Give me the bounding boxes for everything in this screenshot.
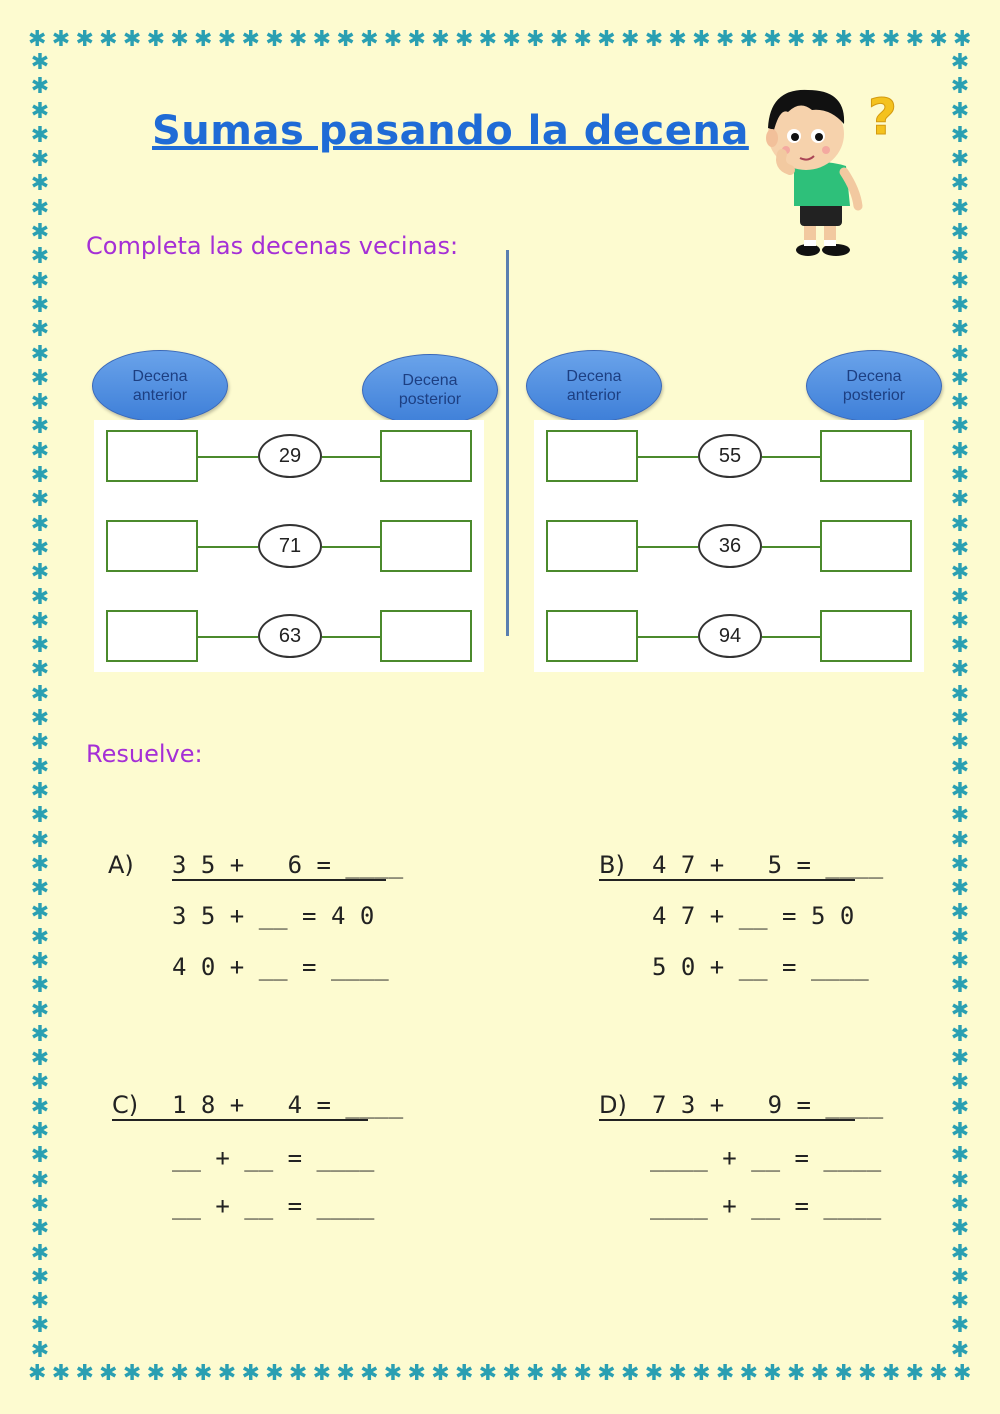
problem-d-line3[interactable]: ____ + __ = ____ (650, 1192, 882, 1220)
oval-label: Decena (132, 368, 188, 385)
border-flower-icon: ✱ (950, 511, 970, 537)
connector-line (198, 546, 258, 548)
border-flower-icon: ✱ (950, 608, 970, 634)
border-flower-icon: ✱ (763, 1361, 782, 1386)
border-flower-icon: ✱ (950, 147, 970, 173)
border-flower-icon: ✱ (30, 1021, 50, 1047)
border-flower-icon: ✱ (715, 1361, 735, 1386)
border-flower-icon: ✱ (950, 1070, 970, 1096)
border-flower-icon: ✱ (122, 1361, 142, 1386)
number-circle: 36 (698, 524, 762, 568)
oval-decena-anterior-left (92, 350, 228, 422)
problem-a-letter: A) (108, 851, 134, 879)
border-flower-icon: ✱ (950, 681, 970, 707)
border-flower-icon: ✱ (30, 50, 50, 75)
border-flower-icon: ✱ (573, 1361, 592, 1386)
border-flower-icon: ✱ (75, 27, 94, 52)
border-flower-icon: ✱ (950, 1167, 970, 1193)
border-flower-icon: ✱ (644, 1361, 664, 1386)
border-flower-icon: ✱ (950, 98, 970, 124)
border-flower-icon: ✱ (950, 803, 970, 829)
border-flower-icon: ✱ (30, 633, 50, 659)
border-flower-icon: ✱ (950, 414, 970, 440)
border-flower-icon: ✱ (30, 171, 50, 197)
border-flower-icon: ✱ (312, 27, 332, 52)
border-flower-icon: ✱ (620, 1361, 640, 1386)
border-flower-icon: ✱ (30, 778, 50, 804)
problem-a-line2[interactable]: 3 5 + __ = 4 0 (172, 902, 375, 930)
border-flower-icon: ✱ (834, 1361, 853, 1386)
border-bottom (28, 1362, 972, 1386)
neighbor-tens-panel-right (534, 420, 924, 672)
border-flower-icon: ✱ (905, 1361, 925, 1386)
border-flower-icon: ✱ (30, 317, 50, 343)
border-flower-icon: ✱ (99, 27, 118, 52)
border-flower-icon: ✱ (30, 973, 50, 999)
border-flower-icon: ✱ (715, 27, 735, 52)
problem-d-line2[interactable]: ____ + __ = ____ (650, 1144, 882, 1172)
border-flower-icon: ✱ (950, 924, 970, 950)
problem-b-line1: 4 7 + 5 = ____ (652, 851, 884, 879)
border-flower-icon: ✱ (573, 27, 592, 52)
border-flower-icon: ✱ (858, 27, 877, 52)
border-flower-icon: ✱ (30, 535, 50, 561)
answer-box-after[interactable] (380, 610, 472, 662)
border-flower-icon: ✱ (30, 1070, 50, 1096)
border-flower-icon: ✱ (30, 292, 50, 318)
problem-b-line3[interactable]: 5 0 + __ = ____ (652, 953, 869, 981)
border-flower-icon: ✱ (99, 1361, 118, 1386)
problem-a-line3[interactable]: 4 0 + __ = ____ (172, 953, 389, 981)
border-flower-icon: ✱ (170, 1361, 189, 1386)
border-flower-icon: ✱ (929, 1361, 948, 1386)
answer-box-after[interactable] (380, 430, 472, 482)
problem-b-line2[interactable]: 4 7 + __ = 5 0 (652, 902, 855, 930)
border-flower-icon: ✱ (194, 1361, 213, 1386)
border-flower-icon: ✱ (950, 122, 970, 148)
border-flower-icon: ✱ (692, 27, 711, 52)
border-flower-icon: ✱ (950, 50, 970, 75)
border-flower-icon: ✱ (30, 706, 50, 732)
border-flower-icon: ✱ (30, 1289, 50, 1315)
border-flower-icon: ✱ (950, 341, 970, 367)
border-flower-icon: ✱ (30, 1240, 50, 1266)
vertical-divider (506, 250, 509, 636)
border-flower-icon: ✱ (950, 1021, 970, 1047)
connector-line (322, 636, 380, 638)
border-flower-icon: ✱ (549, 27, 569, 52)
oval-label: anterior (566, 387, 622, 404)
border-flower-icon: ✱ (30, 244, 50, 270)
answer-box-before[interactable] (546, 610, 638, 662)
border-flower-icon: ✱ (950, 1191, 970, 1217)
border-flower-icon: ✱ (950, 1240, 970, 1266)
answer-box-before[interactable] (546, 520, 638, 572)
border-flower-icon: ✱ (30, 924, 50, 950)
border-flower-icon: ✱ (502, 1361, 521, 1386)
border-flower-icon: ✱ (787, 1361, 806, 1386)
border-flower-icon: ✱ (30, 511, 50, 537)
problem-c-line2[interactable]: __ + __ = ____ (172, 1144, 375, 1172)
border-flower-icon: ✱ (668, 1361, 687, 1386)
border-flower-icon: ✱ (30, 1216, 50, 1242)
oval-decena-anterior-right (526, 350, 662, 422)
border-flower-icon: ✱ (739, 1361, 758, 1386)
border-flower-icon: ✱ (30, 1119, 50, 1145)
border-flower-icon: ✱ (950, 535, 970, 561)
oval-label: anterior (132, 387, 188, 404)
border-flower-icon: ✱ (30, 876, 50, 902)
oval-decena-posterior-right (806, 350, 942, 422)
border-flower-icon: ✱ (30, 438, 50, 464)
border-flower-icon: ✱ (383, 1361, 403, 1386)
border-flower-icon: ✱ (30, 365, 50, 391)
border-flower-icon: ✱ (30, 851, 50, 877)
border-flower-icon: ✱ (30, 827, 50, 853)
border-flower-icon: ✱ (950, 948, 970, 974)
number-circle: 55 (698, 434, 762, 478)
border-flower-icon: ✱ (75, 1361, 94, 1386)
section-label-resuelve: Resuelve: (86, 740, 203, 768)
border-flower-icon: ✱ (30, 195, 50, 221)
border-flower-icon: ✱ (763, 27, 782, 52)
border-flower-icon: ✱ (30, 1143, 50, 1169)
problem-b-letter: B) (599, 851, 625, 879)
border-flower-icon: ✱ (407, 27, 426, 52)
border-flower-icon: ✱ (51, 1361, 71, 1386)
border-flower-icon: ✱ (431, 27, 450, 52)
border-flower-icon: ✱ (950, 463, 970, 489)
border-flower-icon: ✱ (950, 365, 970, 391)
border-flower-icon: ✱ (950, 730, 970, 756)
number-circle: 63 (258, 614, 322, 658)
border-flower-icon: ✱ (950, 487, 970, 513)
border-flower-icon: ✱ (30, 220, 50, 246)
border-flower-icon: ✱ (950, 900, 970, 926)
number-circle: 29 (258, 434, 322, 478)
border-flower-icon: ✱ (950, 244, 970, 270)
problem-d-line1: 7 3 + 9 = ____ (652, 1091, 884, 1119)
border-flower-icon: ✱ (950, 754, 970, 780)
border-flower-icon: ✱ (30, 948, 50, 974)
border-flower-icon: ✱ (950, 292, 970, 318)
border-flower-icon: ✱ (950, 1337, 970, 1363)
border-flower-icon: ✱ (30, 997, 50, 1023)
oval-label: Decena (566, 368, 622, 385)
border-flower-icon: ✱ (241, 1361, 260, 1386)
border-flower-icon: ✱ (597, 1361, 616, 1386)
border-flower-icon: ✱ (950, 1119, 970, 1145)
border-flower-icon: ✱ (30, 1313, 50, 1339)
problem-d-underline (599, 1119, 855, 1121)
border-flower-icon: ✱ (30, 414, 50, 440)
connector-line (638, 456, 698, 458)
border-flower-icon: ✱ (217, 27, 237, 52)
connector-line (762, 546, 820, 548)
connector-line (638, 546, 698, 548)
border-flower-icon: ✱ (597, 27, 616, 52)
answer-box-after[interactable] (820, 610, 912, 662)
border-flower-icon: ✱ (383, 27, 403, 52)
border-flower-icon: ✱ (30, 1094, 50, 1120)
border-flower-icon: ✱ (30, 487, 50, 513)
border-flower-icon: ✱ (265, 1361, 284, 1386)
oval-label: posterior (398, 391, 462, 408)
border-flower-icon: ✱ (644, 27, 664, 52)
border-flower-icon: ✱ (431, 1361, 450, 1386)
connector-line (638, 636, 698, 638)
border-flower-icon: ✱ (950, 1046, 970, 1072)
border-flower-icon: ✱ (950, 1143, 970, 1169)
border-flower-icon: ✱ (950, 633, 970, 659)
border-flower-icon: ✱ (950, 1289, 970, 1315)
oval-label: posterior (842, 387, 906, 404)
border-flower-icon: ✱ (929, 27, 948, 52)
border-flower-icon: ✱ (668, 27, 687, 52)
answer-box-before[interactable] (546, 430, 638, 482)
problem-c-line3[interactable]: __ + __ = ____ (172, 1192, 375, 1220)
border-flower-icon: ✱ (478, 27, 498, 52)
answer-box-before[interactable] (106, 520, 198, 572)
border-flower-icon: ✱ (692, 1361, 711, 1386)
border-flower-icon: ✱ (30, 1191, 50, 1217)
border-flower-icon: ✱ (950, 876, 970, 902)
number-circle: 71 (258, 524, 322, 568)
border-flower-icon: ✱ (950, 1264, 970, 1290)
border-flower-icon: ✱ (526, 1361, 545, 1386)
border-top (28, 28, 972, 52)
border-flower-icon: ✱ (950, 438, 970, 464)
border-flower-icon: ✱ (787, 27, 806, 52)
connector-line (322, 456, 380, 458)
answer-box-before[interactable] (106, 430, 198, 482)
number-circle: 94 (698, 614, 762, 658)
problem-b-underline (599, 879, 855, 881)
border-flower-icon: ✱ (360, 1361, 379, 1386)
border-flower-icon: ✱ (146, 1361, 166, 1386)
answer-box-after[interactable] (820, 430, 912, 482)
border-flower-icon: ✱ (30, 74, 50, 100)
border-flower-icon: ✱ (194, 27, 213, 52)
border-flower-icon: ✱ (810, 27, 830, 52)
border-flower-icon: ✱ (30, 268, 50, 294)
border-flower-icon: ✱ (950, 171, 970, 197)
oval-label: Decena (846, 368, 902, 385)
border-flower-icon: ✱ (950, 220, 970, 246)
border-flower-icon: ✱ (30, 147, 50, 173)
border-flower-icon: ✱ (950, 1216, 970, 1242)
border-flower-icon: ✱ (950, 390, 970, 416)
border-flower-icon: ✱ (858, 1361, 877, 1386)
border-flower-icon: ✱ (953, 27, 972, 52)
border-flower-icon: ✱ (30, 584, 50, 610)
border-flower-icon: ✱ (950, 706, 970, 732)
border-flower-icon: ✱ (312, 1361, 332, 1386)
border-flower-icon: ✱ (950, 657, 970, 683)
connector-line (762, 636, 820, 638)
border-flower-icon: ✱ (30, 390, 50, 416)
problem-d-letter: D) (599, 1091, 627, 1119)
border-flower-icon: ✱ (30, 754, 50, 780)
connector-line (198, 456, 258, 458)
oval-label: Decena (402, 372, 458, 389)
border-flower-icon: ✱ (360, 27, 379, 52)
border-flower-icon: ✱ (30, 1264, 50, 1290)
border-flower-icon: ✱ (28, 1361, 47, 1386)
border-flower-icon: ✱ (407, 1361, 426, 1386)
border-flower-icon: ✱ (336, 1361, 355, 1386)
section-label-decenas: Completa las decenas vecinas: (86, 232, 459, 260)
border-flower-icon: ✱ (217, 1361, 237, 1386)
neighbor-tens-panel-left (94, 420, 484, 672)
border-flower-icon: ✱ (950, 560, 970, 586)
border-flower-icon: ✱ (905, 27, 925, 52)
border-flower-icon: ✱ (454, 27, 474, 52)
answer-box-after[interactable] (820, 520, 912, 572)
border-flower-icon: ✱ (950, 973, 970, 999)
problem-a-underline (172, 879, 386, 881)
border-flower-icon: ✱ (30, 1337, 50, 1363)
page-title: Sumas pasando la decena (152, 108, 749, 154)
border-flower-icon: ✱ (241, 27, 260, 52)
border-flower-icon: ✱ (834, 27, 853, 52)
border-flower-icon: ✱ (288, 27, 308, 52)
border-flower-icon: ✱ (810, 1361, 830, 1386)
border-flower-icon: ✱ (265, 27, 284, 52)
border-flower-icon: ✱ (950, 584, 970, 610)
oval-decena-posterior-left (362, 354, 498, 426)
border-flower-icon: ✱ (30, 98, 50, 124)
border-flower-icon: ✱ (950, 1094, 970, 1120)
border-flower-icon: ✱ (30, 657, 50, 683)
border-flower-icon: ✱ (30, 1167, 50, 1193)
connector-line (198, 636, 258, 638)
problem-c-line1: 1 8 + 4 = ____ (172, 1091, 404, 1119)
border-flower-icon: ✱ (30, 900, 50, 926)
border-flower-icon: ✱ (170, 27, 189, 52)
answer-box-before[interactable] (106, 610, 198, 662)
border-flower-icon: ✱ (620, 27, 640, 52)
problem-c-underline (112, 1119, 368, 1121)
border-flower-icon: ✱ (739, 27, 758, 52)
problem-c-letter: C) (112, 1091, 139, 1119)
border-flower-icon: ✱ (146, 27, 166, 52)
border-flower-icon: ✱ (288, 1361, 308, 1386)
problem-a-line1: 3 5 + 6 = ____ (172, 851, 404, 879)
border-flower-icon: ✱ (454, 1361, 474, 1386)
border-flower-icon: ✱ (51, 27, 71, 52)
border-flower-icon: ✱ (30, 463, 50, 489)
border-flower-icon: ✱ (950, 74, 970, 100)
border-flower-icon: ✱ (122, 27, 142, 52)
border-flower-icon: ✱ (30, 608, 50, 634)
connector-line (322, 546, 380, 548)
border-flower-icon: ✱ (881, 1361, 901, 1386)
answer-box-after[interactable] (380, 520, 472, 572)
border-flower-icon: ✱ (950, 1313, 970, 1339)
border-flower-icon: ✱ (526, 27, 545, 52)
border-flower-icon: ✱ (30, 1046, 50, 1072)
border-flower-icon: ✱ (502, 27, 521, 52)
border-flower-icon: ✱ (881, 27, 901, 52)
border-flower-icon: ✱ (30, 560, 50, 586)
border-flower-icon: ✱ (336, 27, 355, 52)
border-flower-icon: ✱ (950, 268, 970, 294)
border-flower-icon: ✱ (953, 1361, 972, 1386)
border-flower-icon: ✱ (478, 1361, 498, 1386)
connector-line (762, 456, 820, 458)
border-flower-icon: ✱ (30, 803, 50, 829)
border-flower-icon: ✱ (30, 730, 50, 756)
border-flower-icon: ✱ (28, 27, 47, 52)
border-flower-icon: ✱ (950, 851, 970, 877)
border-right (948, 52, 972, 1362)
border-flower-icon: ✱ (30, 681, 50, 707)
border-flower-icon: ✱ (30, 122, 50, 148)
border-left (28, 52, 52, 1362)
border-flower-icon: ✱ (950, 317, 970, 343)
border-flower-icon: ✱ (950, 997, 970, 1023)
border-flower-icon: ✱ (30, 341, 50, 367)
svg-text:?: ? (868, 88, 898, 146)
border-flower-icon: ✱ (549, 1361, 569, 1386)
border-flower-icon: ✱ (950, 778, 970, 804)
thinking-boy-icon (760, 78, 910, 260)
border-flower-icon: ✱ (950, 195, 970, 221)
border-flower-icon: ✱ (950, 827, 970, 853)
